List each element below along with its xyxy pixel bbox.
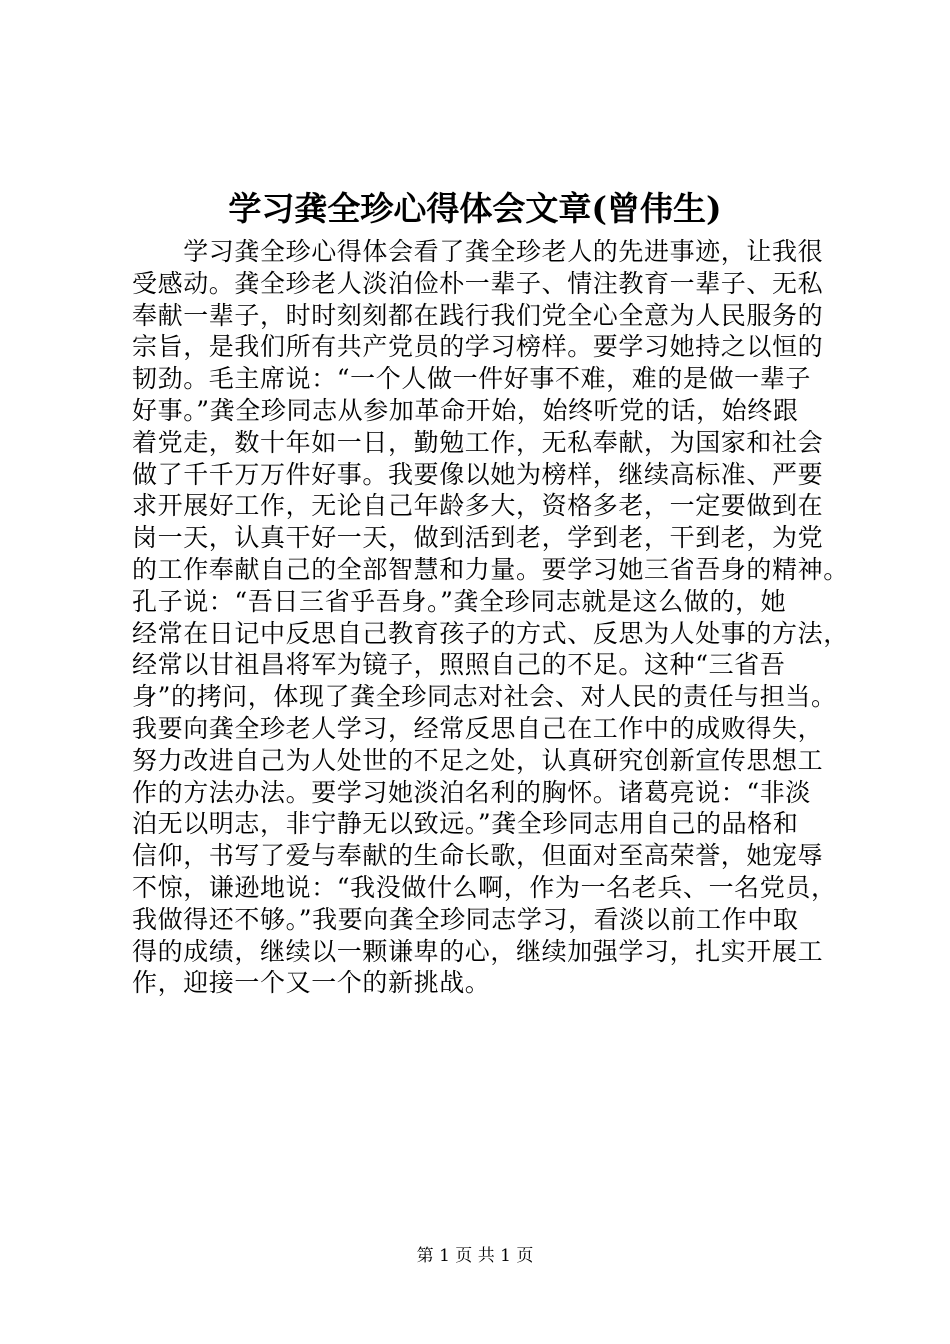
body-line: 得的成绩，继续以一颗谦卑的心，继续加强学习，扎实开展工 — [132, 936, 824, 966]
body-line: 信仰，书写了爱与奉献的生命长歌，但面对至高荣誉，她宠辱 — [132, 841, 824, 871]
document-title: 学习龚全珍心得体会文章(曾伟生) — [228, 189, 722, 228]
body-line: 受感动。龚全珍老人淡泊俭朴一辈子、情注教育一辈子、无私 — [132, 268, 824, 298]
body-line: 经常在日记中反思自己教育孩子的方式、反思为人处事的方法， — [132, 618, 849, 648]
body-line: 不惊，谦逊地说：“我没做什么啊，作为一名老兵、一名党员， — [132, 872, 837, 902]
body-line: 作，迎接一个又一个的新挑战。 — [132, 968, 491, 998]
body-line: 经常以甘祖昌将军为镜子，照照自己的不足。这种“三省吾 — [132, 650, 786, 680]
body-line: 做了千千万万件好事。我要像以她为榜样，继续高标准、严要 — [132, 459, 824, 489]
body-line: 努力改进自己为人处世的不足之处，认真研究创新宣传思想工 — [132, 745, 824, 775]
body-line: 作的方法办法。要学习她淡泊名利的胸怀。诸葛亮说：“非淡 — [132, 777, 811, 807]
body-line: 的工作奉献自己的全部智慧和力量。要学习她三省吾身的精神。 — [132, 554, 849, 584]
body-line: 韧劲。毛主席说：“一个人做一件好事不难，难的是做一辈子 — [132, 364, 811, 394]
body-line: 岗一天，认真干好一天，做到活到老，学到老，干到老，为党 — [132, 523, 824, 553]
body-line: 身”的拷问，体现了龚全珍同志对社会、对人民的责任与担当。 — [132, 682, 837, 712]
page-number-footer: 第 1 页 共 1 页 — [416, 1246, 534, 1266]
body-line: 好事。”龚全珍同志从参加革命开始，始终听党的话，始终跟 — [132, 395, 799, 425]
body-line: 泊无以明志，非宁静无以致远。”龚全珍同志用自己的品格和 — [132, 809, 799, 839]
body-line: 学习龚全珍心得体会看了龚全珍老人的先进事迹，让我很 — [132, 237, 824, 266]
body-line: 着党走，数十年如一日，勤勉工作，无私奉献，为国家和社会 — [132, 427, 824, 457]
body-line: 宗旨，是我们所有共产党员的学习榜样。要学习她持之以恒的 — [132, 332, 824, 362]
body-line: 奉献一辈子，时时刻刻都在践行我们党全心全意为人民服务的 — [132, 300, 824, 330]
body-line: 我要向龚全珍老人学习，经常反思自己在工作中的成败得失， — [132, 713, 824, 743]
body-line: 求开展好工作，无论自己年龄多大，资格多老，一定要做到在 — [132, 491, 824, 521]
document-body — [132, 236, 862, 999]
body-line: 孔子说：“吾日三省乎吾身。”龚全珍同志就是这么做的，她 — [132, 586, 787, 616]
body-line: 我做得还不够。”我要向龚全珍同志学习，看淡以前工作中取 — [132, 904, 799, 934]
